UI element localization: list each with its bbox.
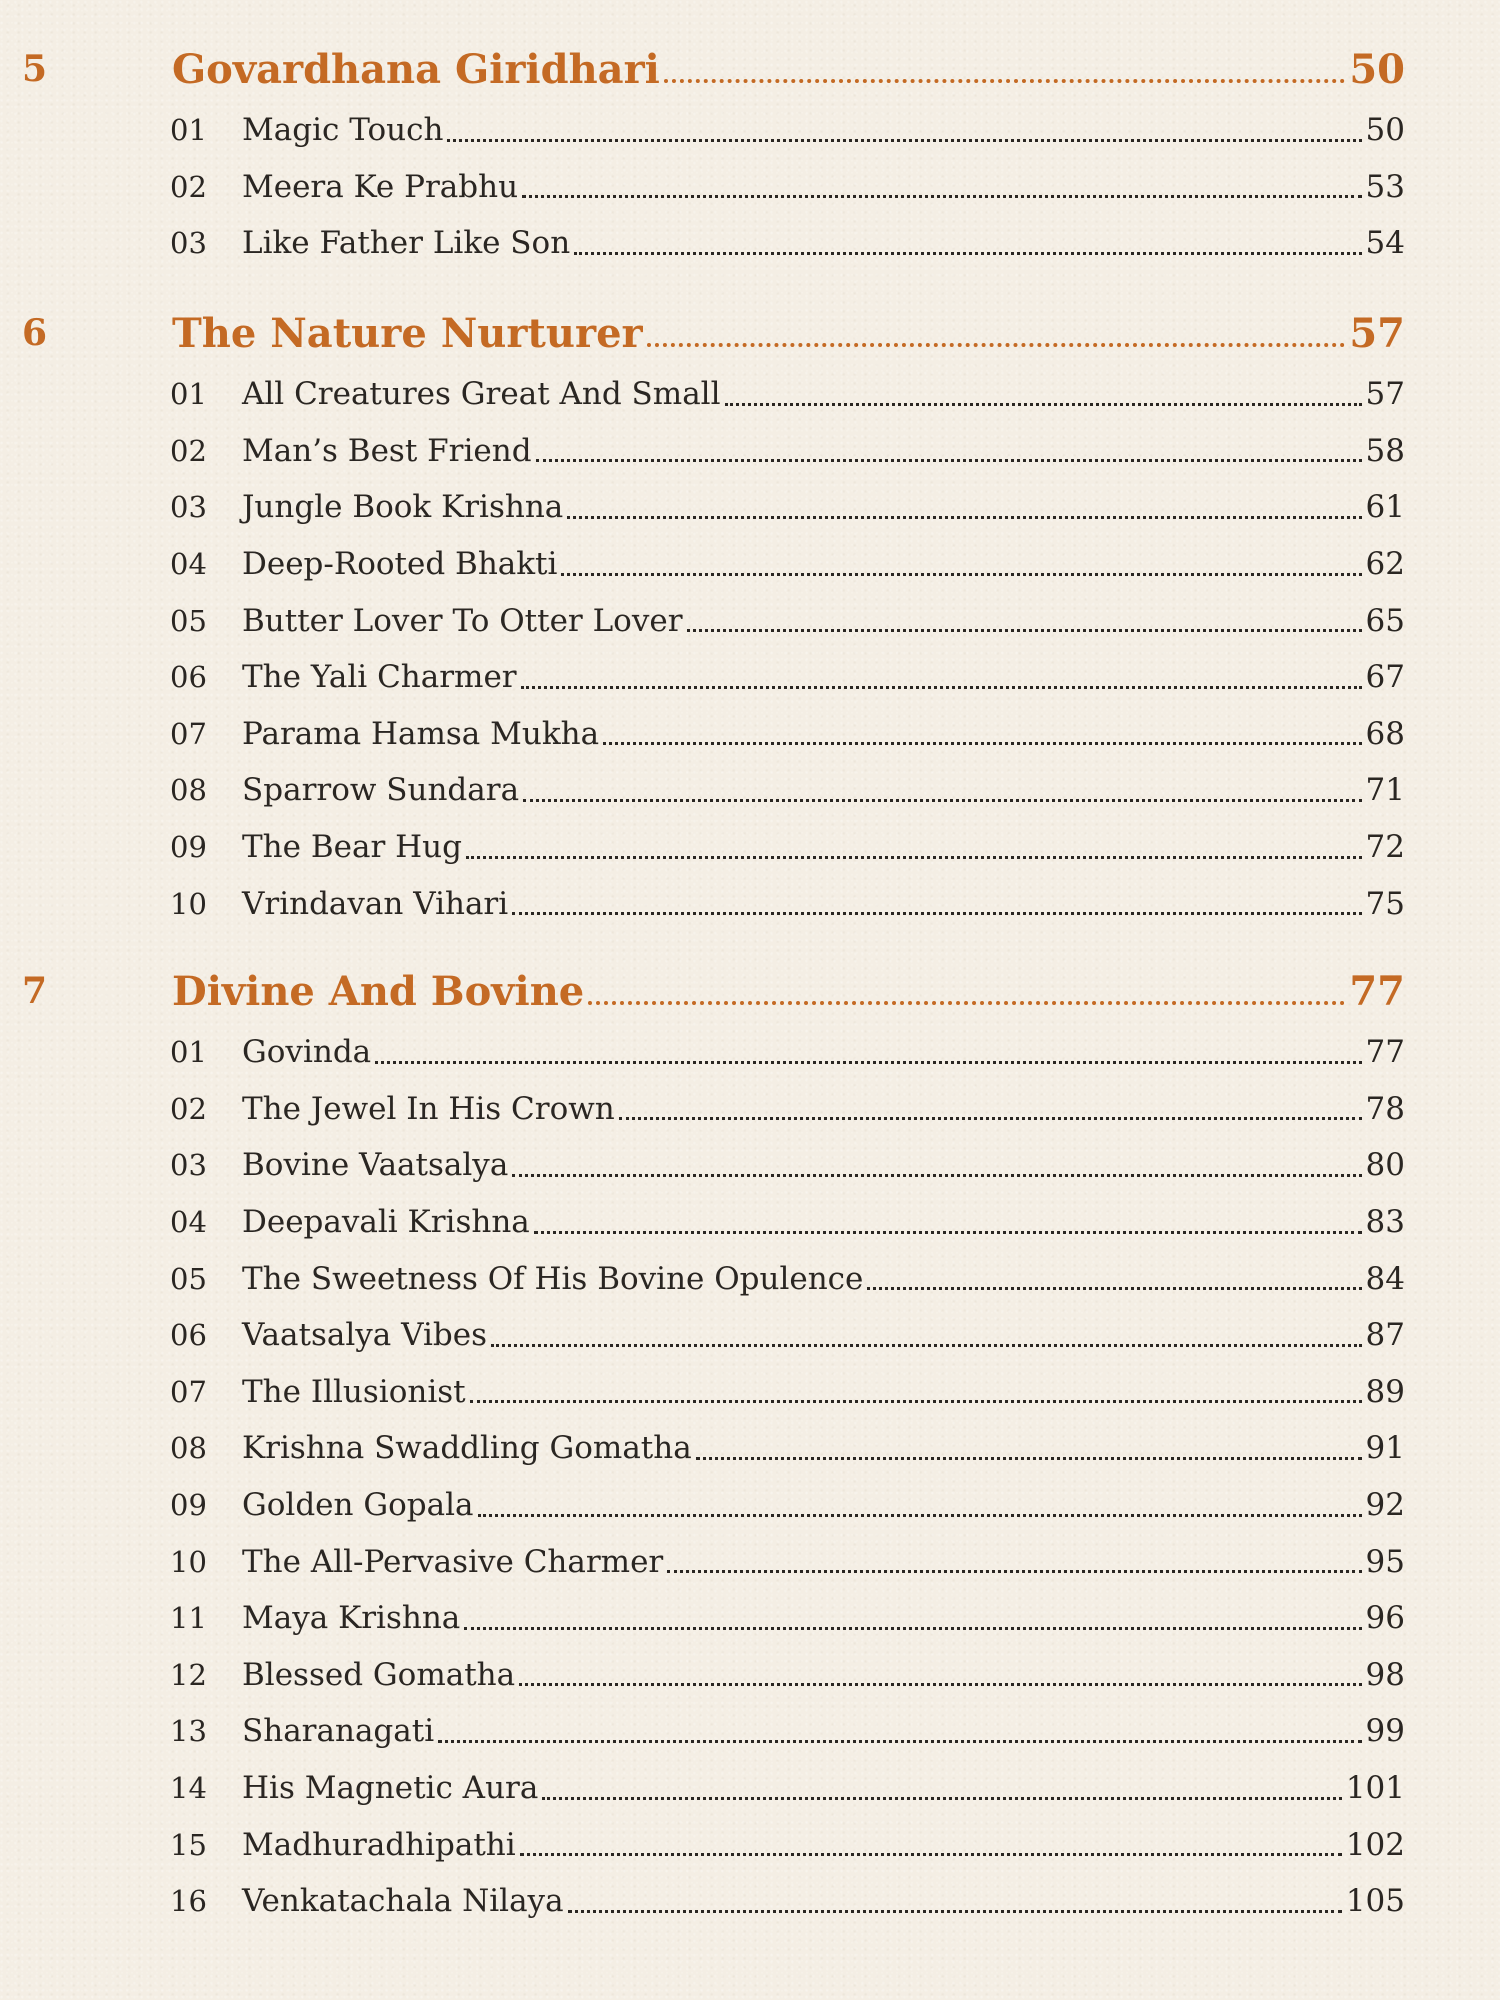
entry-line [242,1194,1405,1251]
dot-leader [478,1514,1362,1517]
chapter-heading [0,300,1500,366]
entry-title: The Bear Hug [242,829,462,866]
toc-entry [0,366,1500,423]
entry-title: Venkatachala Nilaya [242,1883,564,1920]
entry-page-number: 105 [1345,1883,1405,1920]
dot-leader [567,516,1361,519]
toc-entry [0,536,1500,593]
entry-page-number: 89 [1365,1373,1405,1410]
toc-entry [0,1477,1500,1534]
toc-entry [0,102,1500,159]
toc-entry [0,875,1500,932]
entry-line [242,592,1405,649]
entry-page-number: 101 [1345,1770,1405,1807]
chapter-number: 5 [22,48,48,90]
entry-line [242,479,1405,536]
entry-number: 09 [170,1488,207,1523]
entry-number: 16 [170,1884,207,1919]
entry-title: The Illusionist [242,1373,466,1410]
entry-number: 06 [170,1318,207,1353]
entry-line [242,1307,1405,1364]
entry-line [242,1533,1405,1590]
entry-line [242,706,1405,763]
entry-page-number: 67 [1365,659,1405,696]
dot-leader [438,1740,1361,1743]
entry-page-number: 68 [1365,715,1405,752]
toc-entry [0,1081,1500,1138]
toc-entry [0,592,1500,649]
entry-title: Bovine Vaatsalya [242,1147,509,1184]
entry-line [242,649,1405,706]
entry-title: The Jewel In His Crown [242,1090,615,1127]
toc-entry [0,215,1500,272]
dot-leader [588,1001,1345,1005]
entry-line [242,1816,1405,1873]
entry-number: 05 [170,603,207,638]
entry-number: 11 [170,1601,207,1636]
dot-leader [523,799,1361,802]
entry-number: 03 [170,1148,207,1183]
entry-title: Meera Ke Prabhu [242,168,519,205]
entry-number: 14 [170,1771,207,1806]
chapter-title: Divine And Bovine [172,967,585,1015]
entry-title: Parama Hamsa Mukha [242,715,600,752]
chapter-page-number: 77 [1349,967,1405,1015]
entry-page-number: 95 [1365,1543,1405,1580]
entry-title: Govinda [242,1034,372,1071]
dot-leader [512,912,1361,915]
entry-page-number: 65 [1365,602,1405,639]
entry-page-number: 96 [1365,1600,1405,1637]
entry-title: Blessed Gomatha [242,1656,516,1693]
entry-title: All Creatures Great And Small [242,376,721,413]
entry-line [242,1137,1405,1194]
entry-line [242,1703,1405,1760]
entry-title: Sharanagati [242,1713,435,1750]
entry-page-number: 71 [1365,772,1405,809]
entry-page-number: 84 [1365,1260,1405,1297]
chapter-title-line [172,300,1405,366]
entry-line [242,1760,1405,1817]
entry-number: 03 [170,490,207,525]
entry-title: The Sweetness Of His Bovine Opulence [242,1260,864,1297]
dot-leader [521,686,1362,689]
entry-page-number: 62 [1365,546,1405,583]
entry-title: Butter Lover To Otter Lover [242,602,683,639]
toc-entry [0,1420,1500,1477]
entry-line [242,762,1405,819]
entry-number: 08 [170,773,207,808]
dot-leader [619,1117,1362,1120]
entry-number: 02 [170,1091,207,1126]
entry-number: 02 [170,433,207,468]
chapter-number: 7 [22,970,48,1012]
entry-title: Madhuradhipathi [242,1826,516,1863]
toc-entry [0,1873,1500,1930]
entry-number: 08 [170,1431,207,1466]
dot-leader [519,1683,1361,1686]
entry-line [242,1024,1405,1081]
dot-leader [534,1231,1362,1234]
entry-page-number: 77 [1365,1034,1405,1071]
toc-entry [0,1533,1500,1590]
chapter-title: Govardhana Giridhari [172,45,660,93]
dot-leader [647,343,1346,347]
entry-line [242,536,1405,593]
dot-leader [561,573,1361,576]
chapter-page-number: 57 [1349,309,1405,357]
toc-entry [0,762,1500,819]
dot-leader [696,1457,1362,1460]
entry-number: 01 [170,113,207,148]
dot-leader [491,1344,1362,1347]
toc-entry [0,1024,1500,1081]
entry-line [242,159,1405,216]
toc-entry [0,1760,1500,1817]
entry-page-number: 61 [1365,489,1405,526]
entry-line [242,819,1405,876]
entry-page-number: 102 [1345,1826,1405,1863]
entry-number: 06 [170,660,207,695]
chapter-title-line [172,36,1405,102]
chapter-page-number: 50 [1349,45,1405,93]
entry-line [242,1420,1405,1477]
toc-entry [0,1703,1500,1760]
entry-number: 01 [170,377,207,412]
entry-line [242,1873,1405,1930]
dot-leader [466,856,1362,859]
chapter-5 [0,36,1500,272]
entry-line [242,1477,1405,1534]
entry-page-number: 78 [1365,1090,1405,1127]
entry-title: Deep-Rooted Bhakti [242,546,558,583]
entry-line [242,875,1405,932]
toc-entry [0,819,1500,876]
dot-leader [375,1061,1361,1064]
entry-line [242,423,1405,480]
dot-leader [470,1400,1362,1403]
entry-page-number: 72 [1365,829,1405,866]
entry-title: Like Father Like Son [242,225,571,262]
entry-number: 04 [170,1205,207,1240]
toc-entry [0,423,1500,480]
entry-title: Golden Gopala [242,1487,474,1524]
toc-entry [0,1590,1500,1647]
dot-leader [520,1853,1342,1856]
entry-page-number: 57 [1365,376,1405,413]
entry-line [242,366,1405,423]
toc-entry [0,159,1500,216]
chapter-title: The Nature Nurturer [172,309,643,357]
entry-number: 05 [170,1261,207,1296]
entry-number: 15 [170,1827,207,1862]
entry-number: 07 [170,716,207,751]
entry-number: 13 [170,1714,207,1749]
entry-number: 10 [170,1544,207,1579]
entry-page-number: 53 [1365,168,1405,205]
entry-line [242,1364,1405,1421]
entry-number: 03 [170,226,207,261]
dot-leader [664,79,1345,83]
dot-leader [687,629,1362,632]
entry-page-number: 50 [1365,112,1405,149]
dot-leader [464,1627,1361,1630]
dot-leader [447,139,1361,142]
chapter-heading [0,958,1500,1024]
toc-entry [0,1647,1500,1704]
entry-line [242,215,1405,272]
entry-title: The Yali Charmer [242,659,517,696]
entry-title: Jungle Book Krishna [242,489,564,526]
entry-page-number: 98 [1365,1656,1405,1693]
entry-page-number: 83 [1365,1204,1405,1241]
entry-number: 01 [170,1035,207,1070]
toc-entry [0,1250,1500,1307]
entry-number: 12 [170,1657,207,1692]
dot-leader [512,1174,1361,1177]
entry-page-number: 91 [1365,1430,1405,1467]
entry-number: 07 [170,1374,207,1409]
dot-leader [867,1287,1361,1290]
chapter-6 [0,300,1500,932]
chapter-title-line [172,958,1405,1024]
entry-line [242,1590,1405,1647]
entry-page-number: 58 [1365,432,1405,469]
entry-page-number: 92 [1365,1487,1405,1524]
entry-title: His Magnetic Aura [242,1770,539,1807]
toc-entry [0,1194,1500,1251]
entry-page-number: 87 [1365,1317,1405,1354]
dot-leader [603,742,1361,745]
entry-title: Vrindavan Vihari [242,885,509,922]
chapter-number: 6 [22,312,48,354]
toc-entry [0,479,1500,536]
dot-leader [568,1910,1342,1913]
chapter-heading [0,36,1500,102]
entry-number: 10 [170,886,207,921]
toc-entry [0,706,1500,763]
toc-entry [0,1816,1500,1873]
entry-title: Vaatsalya Vibes [242,1317,487,1354]
entry-page-number: 80 [1365,1147,1405,1184]
dot-leader [667,1570,1361,1573]
toc-entry [0,1137,1500,1194]
entry-page-number: 54 [1365,225,1405,262]
dot-leader [536,459,1362,462]
toc-entry [0,649,1500,706]
entry-title: Maya Krishna [242,1600,461,1637]
entry-title: The All-Pervasive Charmer [242,1543,664,1580]
entry-line [242,1081,1405,1138]
entry-title: Deepavali Krishna [242,1204,530,1241]
dot-leader [725,403,1362,406]
entry-line [242,102,1405,159]
entry-page-number: 99 [1365,1713,1405,1750]
entry-title: Magic Touch [242,112,444,149]
entry-number: 04 [170,547,207,582]
entry-number: 09 [170,830,207,865]
entry-title: Sparrow Sundara [242,772,520,809]
dot-leader [522,195,1361,198]
entry-title: Man’s Best Friend [242,432,532,469]
entry-page-number: 75 [1365,885,1405,922]
toc-entry [0,1307,1500,1364]
toc-entry [0,1364,1500,1421]
dot-leader [574,252,1361,255]
dot-leader [542,1797,1341,1800]
entry-line [242,1250,1405,1307]
entry-title: Krishna Swaddling Gomatha [242,1430,692,1467]
chapter-7 [0,958,1500,1930]
entry-number: 02 [170,169,207,204]
entry-line [242,1647,1405,1704]
